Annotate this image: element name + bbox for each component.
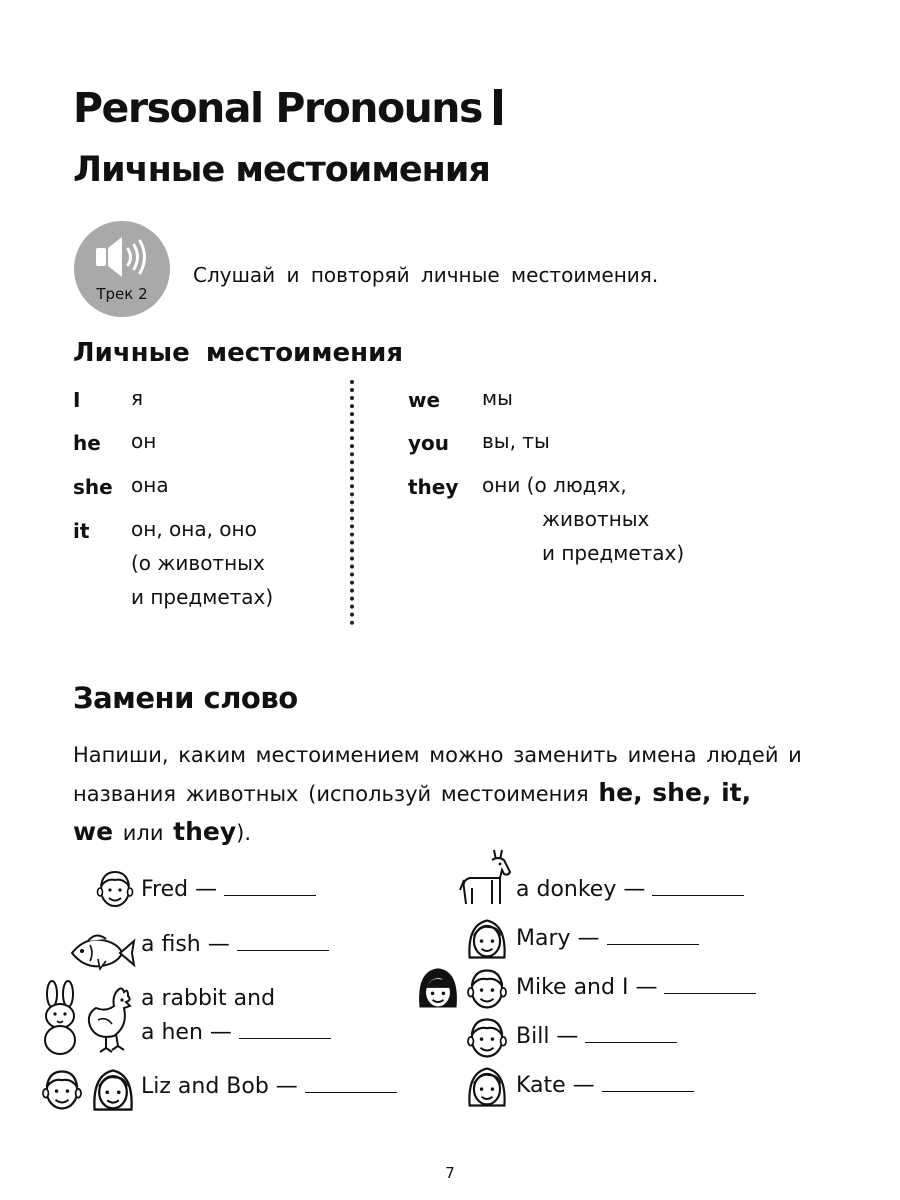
exercise-item-fred: Fred — — [141, 877, 316, 902]
girl-face-icon — [465, 1062, 509, 1112]
page-number: 7 — [445, 1164, 455, 1182]
exercise-item-rabbit-hen-line1: a rabbit and — [141, 986, 276, 1011]
exercise-instruction: Напиши, каким местоимением можно заменить имена людей и названия животных (используй местоимения he, she, it, we или they). — [73, 743, 802, 846]
answer-blank[interactable] — [607, 943, 699, 945]
speaker-icon — [92, 234, 152, 282]
page-title-russian: Личные местоимения — [73, 150, 490, 190]
translation-it-line1: он, она, оно — [131, 517, 257, 541]
audio-track-badge[interactable] — [74, 221, 170, 317]
pronouns-heading: Личные местоимения — [73, 338, 404, 368]
page-title-english: Personal Pronouns — [73, 84, 502, 132]
translation-she: она — [131, 473, 169, 497]
exercise-item-kate: Kate — — [516, 1073, 694, 1098]
answer-blank[interactable] — [224, 894, 316, 896]
boy-face-icon — [465, 964, 509, 1014]
rabbit-icon — [37, 980, 83, 1056]
track-label: Трек 2 — [96, 285, 148, 303]
translation-it-line3: и предметах) — [131, 585, 274, 609]
pronoun-it: it — [73, 519, 90, 543]
fish-icon — [66, 929, 136, 977]
exercise-heading: Замени слово — [73, 681, 298, 715]
translation-they-line3: и предметах) — [542, 541, 685, 565]
boy-face-icon — [95, 866, 135, 912]
translation-i: я — [131, 386, 144, 410]
dark-hair-girl-face-icon — [416, 964, 460, 1014]
answer-blank[interactable] — [237, 949, 329, 951]
boy-face-icon — [465, 1013, 509, 1063]
answer-blank[interactable] — [305, 1091, 397, 1093]
translation-they-line2: животных — [542, 507, 650, 531]
translation-he: он — [131, 429, 157, 453]
pronoun-he: he — [73, 431, 101, 455]
answer-blank[interactable] — [239, 1037, 331, 1039]
pronoun-i: I — [73, 388, 81, 412]
man-face-icon — [40, 1065, 84, 1115]
girl-face-icon — [465, 914, 509, 964]
translation-we: мы — [482, 386, 513, 410]
title-bar-decoration — [494, 89, 502, 125]
exercise-item-fish: a fish — — [141, 932, 329, 957]
answer-blank[interactable] — [585, 1041, 677, 1043]
pronoun-they: they — [408, 475, 459, 499]
translation-you: вы, ты — [482, 429, 550, 453]
exercise-item-mike-and-i: Mike and I — — [516, 975, 756, 1000]
pronoun-we: we — [408, 388, 441, 412]
dotted-divider — [350, 380, 354, 625]
hen-icon — [84, 986, 140, 1054]
translation-they-line1: они (о людях, — [482, 473, 627, 497]
answer-blank[interactable] — [664, 992, 756, 994]
exercise-item-rabbit-hen-line2: a hen — — [141, 1020, 331, 1045]
exercise-item-donkey: a donkey — — [516, 877, 744, 902]
pronoun-you: you — [408, 431, 450, 455]
translation-it-line2: (о животных — [131, 551, 265, 575]
donkey-icon — [458, 848, 514, 908]
exercise-item-bill: Bill — — [516, 1024, 677, 1049]
pronoun-she: she — [73, 475, 113, 499]
listen-instruction: Слушай и повторяй личные местоимения. — [193, 263, 659, 287]
exercise-item-liz-bob: Liz and Bob — — [141, 1074, 397, 1099]
answer-blank[interactable] — [652, 894, 744, 896]
answer-blank[interactable] — [602, 1090, 694, 1092]
woman-face-icon — [90, 1063, 136, 1117]
exercise-item-mary: Mary — — [516, 926, 699, 951]
